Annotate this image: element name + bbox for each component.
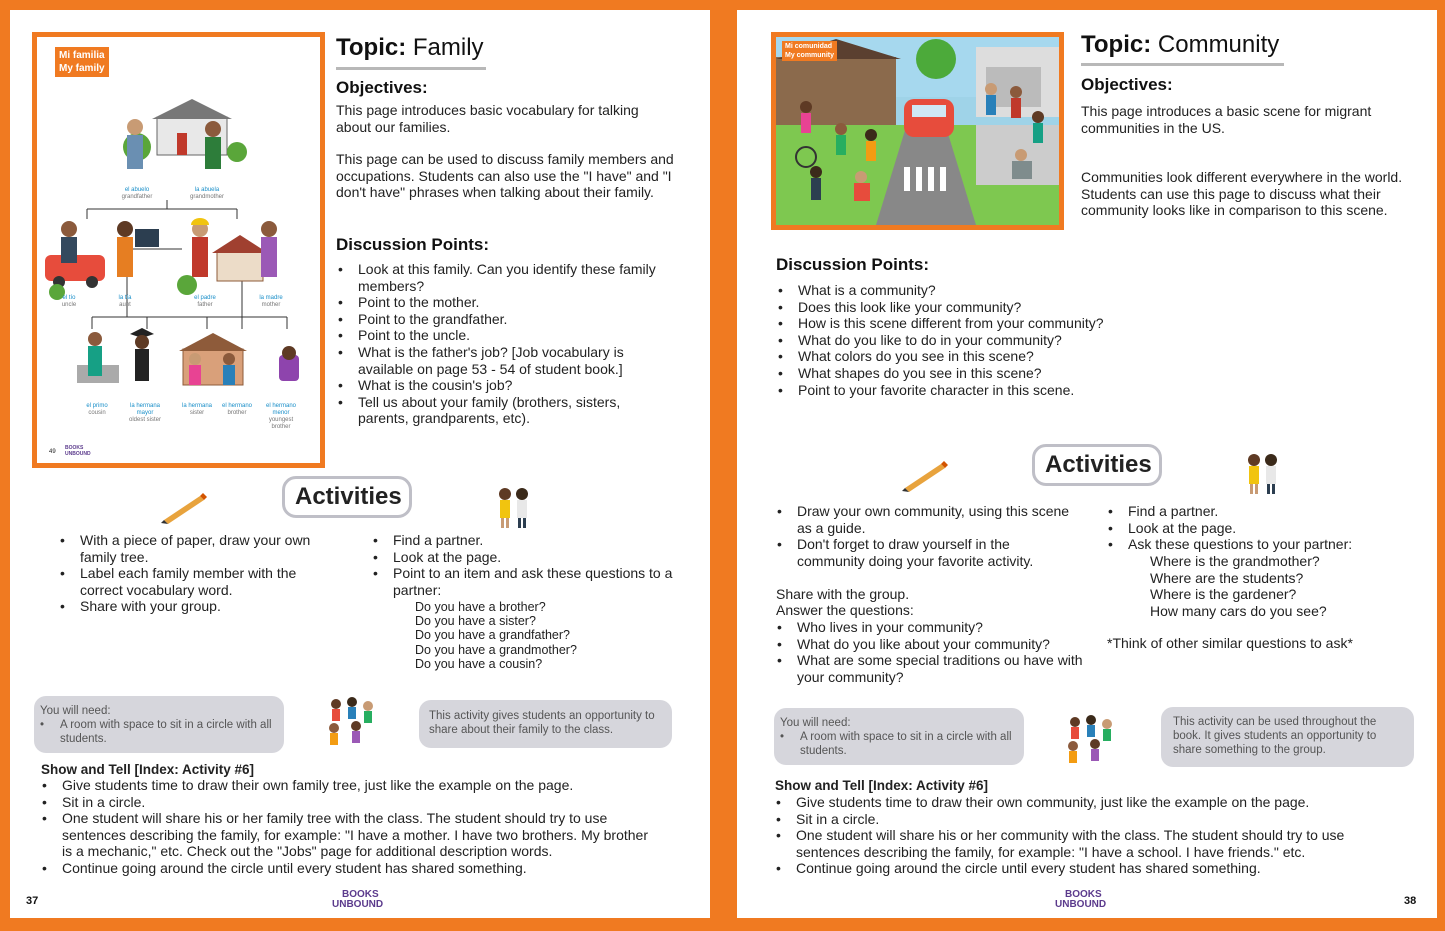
list-item: • Point to the uncle. [336, 327, 666, 344]
list-item: • Look at the page. [1106, 520, 1406, 537]
list-item: • Find a partner. [1106, 503, 1406, 520]
list-item: • Find a partner. [371, 532, 681, 549]
you-will-need-label: You will need: [40, 705, 111, 717]
activity-note-box: This activity gives students an opportunity to share about their family to the class. [419, 700, 672, 748]
list-item: • Draw your own community, using this scene as a guide. [775, 503, 1075, 536]
list-item: • One student will share his or her community with the class. The student should try to use sentences describing the family, for example: "I have a school. I have friends." etc. [774, 827, 1404, 860]
discussion-list [776, 282, 1106, 398]
list-item: • What is the cousin's job? [336, 377, 666, 394]
list-item: • One student will share his or her family tree with the class. The student should try to use sentences describing the family, for example: "I have a mother. I have two brothers. My brother is a mechanic," etc. Check out the "Jobs" page for additional description words. [40, 810, 660, 860]
family-page-thumbnail [32, 32, 325, 468]
list-item: • What do you like to do in your community? [776, 332, 1106, 349]
list-item: • Look at this family. Can you identify these family members? [336, 261, 666, 294]
books-unbound-logo: BOOKS UNBOUND [332, 889, 384, 910]
partner-questions [415, 600, 577, 671]
list-item: • Point to the grandfather. [336, 311, 666, 328]
topic-heading [1081, 31, 1279, 59]
list-item: • What do you like about your community? [775, 636, 1085, 653]
thumb-logo: BOOKS UNBOUND [65, 445, 91, 457]
list-item: • Continue going around the circle until every student has shared something. [774, 860, 1404, 877]
objectives-text-1: This page introduces a basic scene for migrant communities in the US. [1081, 103, 1372, 136]
objectives-heading: Objectives: [336, 78, 428, 97]
list-item: • What colors do you see in this scene? [776, 348, 1106, 365]
thumb-label: la abuela grandmother [189, 187, 225, 200]
topic-name: Family [412, 34, 484, 61]
list-item: • What shapes do you see in this scene? [776, 365, 1106, 382]
page-number: 38 [1404, 895, 1417, 907]
question-line: How many cars do you see? [1150, 602, 1327, 619]
topic-label: Topic: [336, 34, 407, 61]
circle-of-children-icon [322, 696, 378, 748]
objectives-text-2: Communities look different everywhere in the world. Students can use this page to discuss what their community looks like in comparison to this scene. [1081, 169, 1403, 219]
list-item: • Sit in a circle. [774, 811, 1404, 828]
share-question-list [775, 619, 1085, 685]
thumb-tag-en: My family [59, 63, 105, 74]
pencil-icon [901, 458, 951, 492]
right-page [737, 10, 1437, 918]
show-and-tell-list [40, 777, 660, 877]
you-will-need-item: • A room with space to sit in a circle with all students. [40, 719, 272, 745]
list-item: • What is a community? [776, 282, 1106, 299]
list-item: • Give students time to draw their own community, just like the example on the page. [774, 794, 1404, 811]
thumb-label: el hermano menor youngest brother [265, 403, 297, 430]
family-tree-illustration [37, 37, 320, 463]
question-line: Do you have a grandmother? [415, 642, 577, 657]
thumb-tag-es: Mi familia [59, 50, 105, 61]
you-will-need-box [34, 696, 284, 753]
question-line: Do you have a brother? [415, 600, 546, 614]
activity-note-box: This activity can be used throughout the book. It gives students an opportunity to share something to the group. [1161, 707, 1414, 767]
draw-activity-list [775, 503, 1075, 569]
left-page [10, 10, 710, 918]
show-and-tell-heading: Show and Tell [Index: Activity #6] [775, 778, 989, 793]
thumb-label: el primo cousin [86, 403, 108, 416]
list-item: • Label each family member with the correct vocabulary word. [58, 565, 338, 598]
topic-underline [1081, 63, 1284, 66]
thumb-label: el hermano brother [221, 403, 253, 416]
question-line: Where are the students? [1150, 569, 1304, 586]
list-item: • Continue going around the circle until every student has shared something. [40, 860, 660, 877]
activities-title: Activities [1032, 444, 1162, 486]
list-item: • Don't forget to draw yourself in the community doing your favorite activity. [775, 536, 1075, 569]
books-unbound-logo: BOOKS UNBOUND [1055, 889, 1107, 910]
thumb-tag-en: My community [785, 52, 835, 59]
you-will-need-label: You will need: [780, 717, 851, 729]
children-icon [494, 486, 534, 530]
list-item: • With a piece of paper, draw your own family tree. [58, 532, 338, 565]
children-icon [1243, 452, 1283, 496]
thumb-page-number: 49 [49, 449, 56, 455]
objectives-text-2: This page can be used to discuss family members and occupations. Students can also use the "I have" and "I don't have" phrases when talking about their family. [336, 151, 674, 201]
activities-title: Activities [282, 476, 412, 518]
show-and-tell-heading: Show and Tell [Index: Activity #6] [41, 762, 255, 777]
list-item: • What are some special traditions ou have with your community? [775, 652, 1085, 685]
list-item: • Tell us about your family (brothers, sisters, parents, grandparents, etc). [336, 394, 666, 427]
pencil-icon [160, 490, 210, 524]
share-line-1: Share with the group. [776, 586, 910, 602]
partner-activity-list [371, 532, 681, 598]
list-item: • Does this look like your community? [776, 299, 1106, 316]
thumb-label: la hermana sister [181, 403, 213, 416]
draw-activity-list [58, 532, 338, 615]
list-item: • Look at the page. [371, 549, 681, 566]
discussion-heading: Discussion Points: [776, 255, 930, 274]
topic-heading [336, 34, 484, 62]
page-number: 37 [26, 895, 39, 907]
question-line: Where is the grandmother? [1150, 553, 1320, 569]
question-line: Do you have a cousin? [415, 656, 543, 671]
topic-underline [336, 67, 486, 70]
topic-name: Community [1157, 31, 1280, 58]
you-will-need-box [774, 708, 1024, 765]
list-item: • Point to your favorite character in this scene. [776, 382, 1106, 399]
you-will-need-item: • A room with space to sit in a circle with all students. [780, 731, 1012, 757]
share-line-2: Answer the questions: [776, 602, 914, 618]
list-item: • Point to an item and ask these questions to a partner: [371, 565, 681, 598]
thumb-label: el abuelo grandfather [121, 187, 153, 200]
list-item: • Point to the mother. [336, 294, 666, 311]
list-item: • Share with your group. [58, 598, 338, 615]
thumb-tag-es: Mi comunidad [785, 43, 833, 50]
thumb-label: la madre mother [259, 295, 283, 308]
thumb-label: el padre father [194, 295, 216, 308]
thumb-tag [782, 41, 837, 61]
objectives-heading: Objectives: [1081, 75, 1173, 94]
partner-questions [1150, 553, 1327, 619]
community-page-thumbnail [771, 32, 1064, 230]
topic-label: Topic: [1081, 31, 1152, 58]
objectives-text-1: This page introduces basic vocabulary for talking about our families. [336, 102, 639, 135]
think-note: *Think of other similar questions to ask* [1107, 635, 1353, 651]
partner-activity-list [1106, 503, 1406, 553]
list-item: • Ask these questions to your partner: [1106, 536, 1406, 553]
list-item: • Who lives in your community? [775, 619, 1085, 636]
list-item: • How is this scene different from your community? [776, 315, 1106, 332]
question-line: Where is the gardener? [1150, 586, 1297, 603]
thumb-label: la tía aunt [118, 295, 132, 308]
question-line: Do you have a grandfather? [415, 628, 570, 643]
discussion-heading: Discussion Points: [336, 235, 490, 254]
community-scene-illustration [776, 37, 1059, 225]
question-line: Do you have a sister? [415, 614, 536, 629]
show-and-tell-list [774, 794, 1404, 877]
circle-of-children-icon [1061, 714, 1117, 766]
thumb-label: la hermana mayor oldest sister [128, 403, 161, 423]
discussion-list [336, 261, 666, 427]
list-item: • What is the father's job? [Job vocabulary is available on page 53 - 54 of student book.] [336, 344, 666, 377]
list-item: • Sit in a circle. [40, 794, 660, 811]
list-item: • Give students time to draw their own family tree, just like the example on the page. [40, 777, 660, 794]
thumb-label: el tío uncle [61, 295, 77, 308]
